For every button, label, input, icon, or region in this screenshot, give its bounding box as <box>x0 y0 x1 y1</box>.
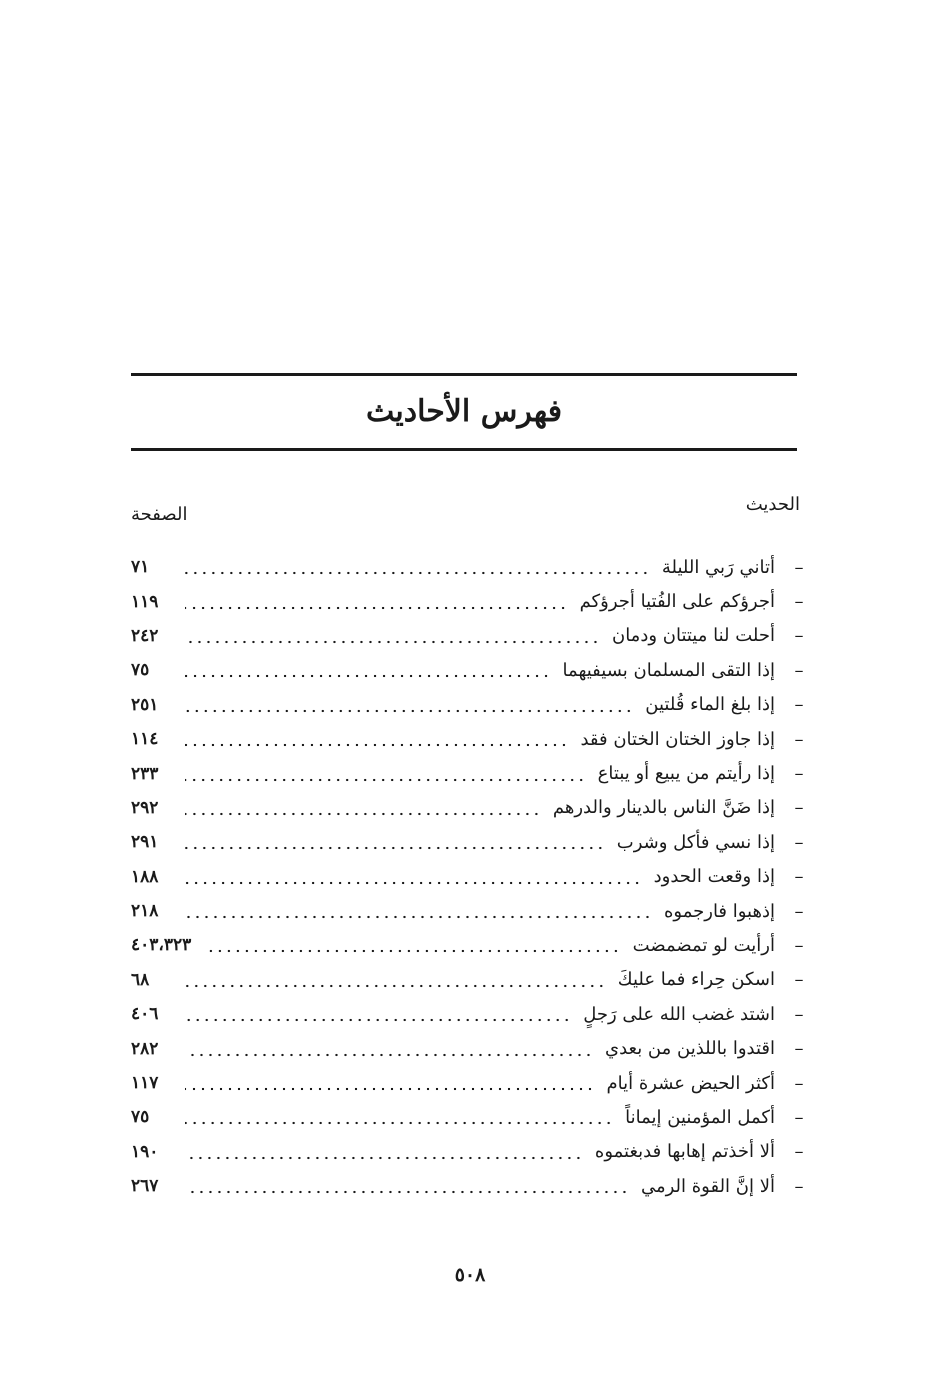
leader-dots <box>185 1040 593 1058</box>
leader-dots <box>185 1108 613 1126</box>
entry-text: ألا إنَّ القوة الرمي <box>640 1175 775 1197</box>
leader-dots <box>185 661 551 679</box>
index-entry <box>131 584 811 618</box>
entry-page-number: ٢٥١ <box>131 694 159 715</box>
entry-page-number: ٤٠٦ <box>131 1004 159 1025</box>
leader-dots <box>185 765 586 783</box>
column-header-hadith: الحديث <box>745 494 800 515</box>
entry-page-number: ٧٥ <box>131 1107 150 1128</box>
index-entry <box>131 894 811 928</box>
entry-dash: – <box>794 866 804 888</box>
entry-text: أكثر الحيض عشرة أيام <box>606 1072 775 1094</box>
entry-dash: – <box>794 556 804 578</box>
entry-dash: – <box>794 763 804 785</box>
entry-page-number: ٢٣٣ <box>131 763 159 784</box>
page-number: ٥٠٨ <box>454 1264 486 1286</box>
leader-dots <box>185 971 606 989</box>
entry-dash: – <box>794 591 804 613</box>
entry-page-number: ١٨٨ <box>131 866 159 887</box>
hadith-index-list <box>131 550 811 1203</box>
entry-page-number: ٧٥ <box>131 660 150 681</box>
entry-page-number: ١١٤ <box>131 729 159 750</box>
entry-page-number: ٧١ <box>131 557 150 578</box>
index-entry <box>131 756 811 790</box>
entry-text: أرأيت لو تمضمضت <box>632 934 775 956</box>
entry-text: ألا أخذتم إهابها فدبغتموه <box>594 1141 775 1163</box>
entry-dash: – <box>794 1072 804 1094</box>
index-entry <box>131 653 811 687</box>
leader-dots <box>185 1177 629 1195</box>
entry-text: أكمل المؤمنين إيماناً <box>625 1106 775 1128</box>
index-entry <box>131 1031 811 1065</box>
entry-text: إذهبوا فارجموه <box>663 900 775 922</box>
entry-text: أتاني رَبي الليلة <box>661 556 775 578</box>
leader-dots <box>185 593 568 611</box>
index-entry <box>131 722 811 756</box>
entry-dash: – <box>794 1038 804 1060</box>
leader-dots <box>185 902 652 920</box>
entry-dash: – <box>794 1106 804 1128</box>
index-entry <box>131 550 811 584</box>
leader-dots <box>185 558 650 576</box>
bottom-rule <box>131 448 797 451</box>
leader-dots <box>185 833 605 851</box>
entry-page-number: ٢٩٢ <box>131 797 159 818</box>
entry-page-number: ١١٧ <box>131 1073 159 1094</box>
entry-dash: – <box>794 625 804 647</box>
entry-page-number: ٢٦٧ <box>131 1176 159 1197</box>
column-header-page: الصفحة <box>131 504 188 525</box>
index-entry <box>131 997 811 1031</box>
entry-dash: – <box>794 969 804 991</box>
leader-dots <box>185 627 600 645</box>
entry-dash: – <box>794 1175 804 1197</box>
leader-dots <box>185 1074 595 1092</box>
index-entry <box>131 860 811 894</box>
entry-text: إذا وقعت الحدود <box>653 866 775 888</box>
leader-dots <box>185 730 568 748</box>
entry-text: إذا جاوز الختان الختان فقد <box>580 728 775 750</box>
entry-text: إذا نسي فأكل وشرب <box>616 831 775 853</box>
leader-dots <box>185 1143 583 1161</box>
entry-text: إذا رأيتم من يبيع أو يبتاع <box>597 763 775 785</box>
entry-dash: – <box>794 934 804 956</box>
entry-page-number: ١١٩ <box>131 591 159 612</box>
index-entry <box>131 791 811 825</box>
leader-dots <box>185 696 633 714</box>
entry-text: أجرؤكم على الفُتيا أجرؤكم <box>579 591 775 613</box>
leader-dots <box>205 936 620 954</box>
entry-page-number: ٢٩١ <box>131 832 159 853</box>
page-title: فهرس الأحاديث <box>365 394 563 429</box>
entry-dash: – <box>794 1141 804 1163</box>
entry-text: إذا التقى المسلمان بسيفيهما <box>562 659 775 681</box>
index-entry <box>131 825 811 859</box>
entry-dash: – <box>794 659 804 681</box>
index-entry <box>131 1135 811 1169</box>
leader-dots <box>185 1005 571 1023</box>
index-entry <box>131 1169 811 1203</box>
index-entry <box>131 928 811 962</box>
index-entry <box>131 688 811 722</box>
index-entry <box>131 963 811 997</box>
entry-dash: – <box>794 1003 804 1025</box>
entry-text: اسكن حِراء فما عليكَ <box>617 969 775 991</box>
index-entry <box>131 619 811 653</box>
entry-page-number: ٢٤٢ <box>131 625 159 646</box>
entry-dash: – <box>794 728 804 750</box>
leader-dots <box>185 868 642 886</box>
entry-page-number: ٦٨ <box>131 969 150 990</box>
entry-dash: – <box>794 831 804 853</box>
entry-text: إذا ضَنَّ الناس بالدينار والدرهم <box>552 797 775 819</box>
entry-text: إذا بلغ الماء قُلتين <box>645 694 775 716</box>
entry-dash: – <box>794 797 804 819</box>
entry-page-number: ٢١٨ <box>131 901 159 922</box>
entry-text: أحلت لنا ميتتان ودمان <box>611 625 775 647</box>
top-rule <box>131 373 797 376</box>
entry-text: اقتدوا باللذين من بعدي <box>604 1038 775 1060</box>
index-entry <box>131 1066 811 1100</box>
leader-dots <box>185 799 541 817</box>
index-entry <box>131 1100 811 1134</box>
entry-dash: – <box>794 694 804 716</box>
entry-page-number: ٤٠٣،٣٢٣ <box>131 935 192 956</box>
entry-page-number: ١٩٠ <box>131 1141 159 1162</box>
entry-page-number: ٢٨٢ <box>131 1038 159 1059</box>
entry-text: اشتد غضب الله على رَجلٍ <box>583 1003 775 1025</box>
entry-dash: – <box>794 900 804 922</box>
